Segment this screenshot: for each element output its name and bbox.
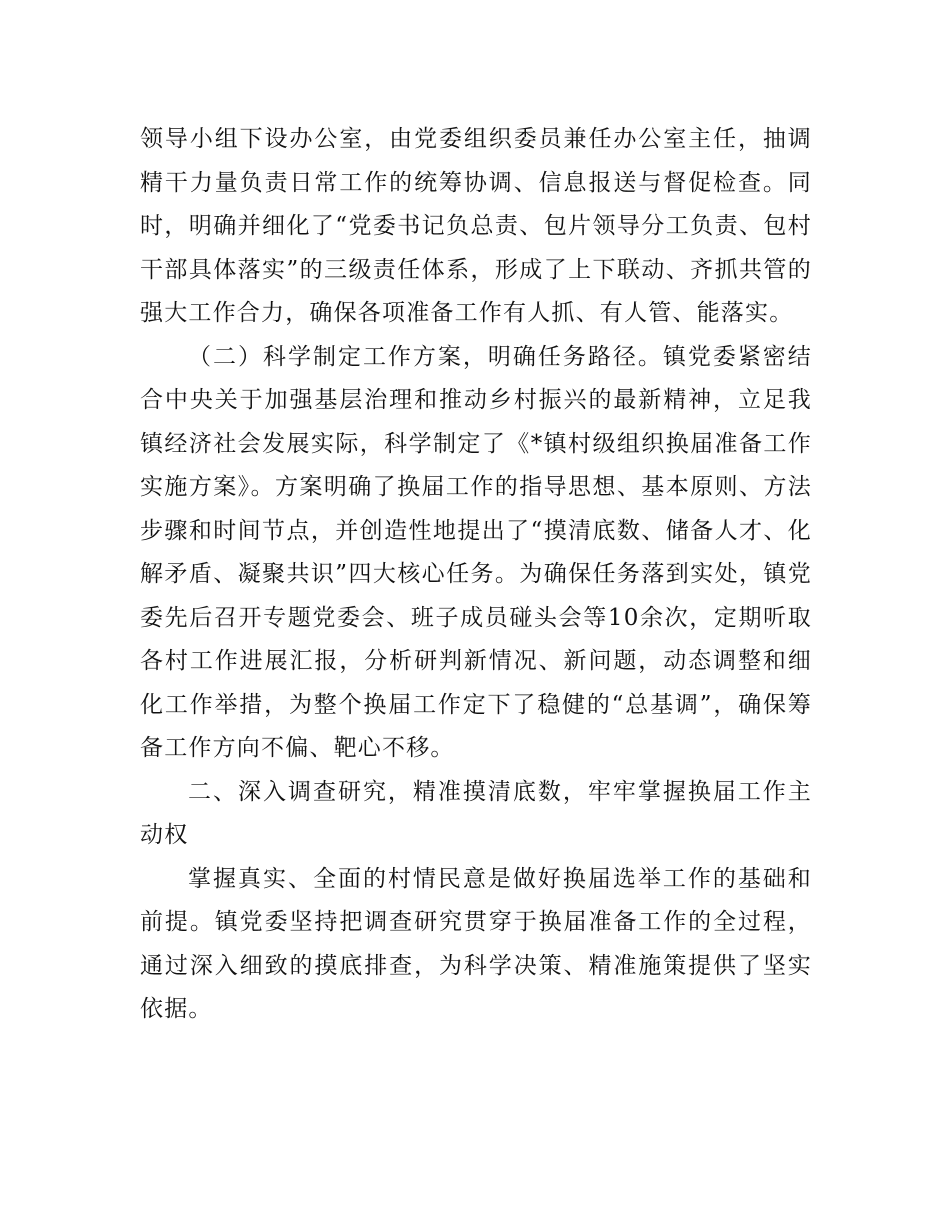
paragraph-investigation-intro: 掌握真实、全面的村情民意是做好换届选举工作的基础和前提。镇党委坚持把调查研究贯穿于换届准备工作的全过程，通过深入细致的摸底排查，为科学决策、精准施策提供了坚实依据。 — [140, 865, 812, 1022]
section-heading-investigation: 二、深入调查研究，精准摸清底数，牢牢掌握换届工作主动权 — [140, 778, 812, 848]
paragraph-section-two-work-plan: （二）科学制定工作方案，明确任务路径。镇党委紧密结合中央关于加强基层治理和推动乡村振兴的最新精神，立足我镇经济社会发展实际，科学制定了《*镇村级组织换届准备工作实施方案》。方案明确了换届工作的指导思想、基本原则、方法步骤和时间节点，并创造性地提出了“摸清底数、储备人才、化解矛盾、凝聚共识”四大核心任务。为确保任务落到实处，镇党委先后召开专题党委会、班子成员碰头会等10余次，定期听取各村工作进展汇报，分析研判新情况、新问题，动态调整和细化工作举措，为整个换届工作定下了稳健的“总基调”，确保筹备工作方向不偏、靶心不移。 — [140, 343, 812, 761]
document-body — [140, 118, 812, 1032]
paragraph-continuation: 领导小组下设办公室，由党委组织委员兼任办公室主任，抽调精干力量负责日常工作的统筹协调、信息报送与督促检查。同时，明确并细化了“党委书记负总责、包片领导分工负责、包村干部具体落实”的三级责任体系，形成了上下联动、齐抓共管的强大工作合力，确保各项准备工作有人抓、有人管、能落实。 — [140, 126, 812, 326]
